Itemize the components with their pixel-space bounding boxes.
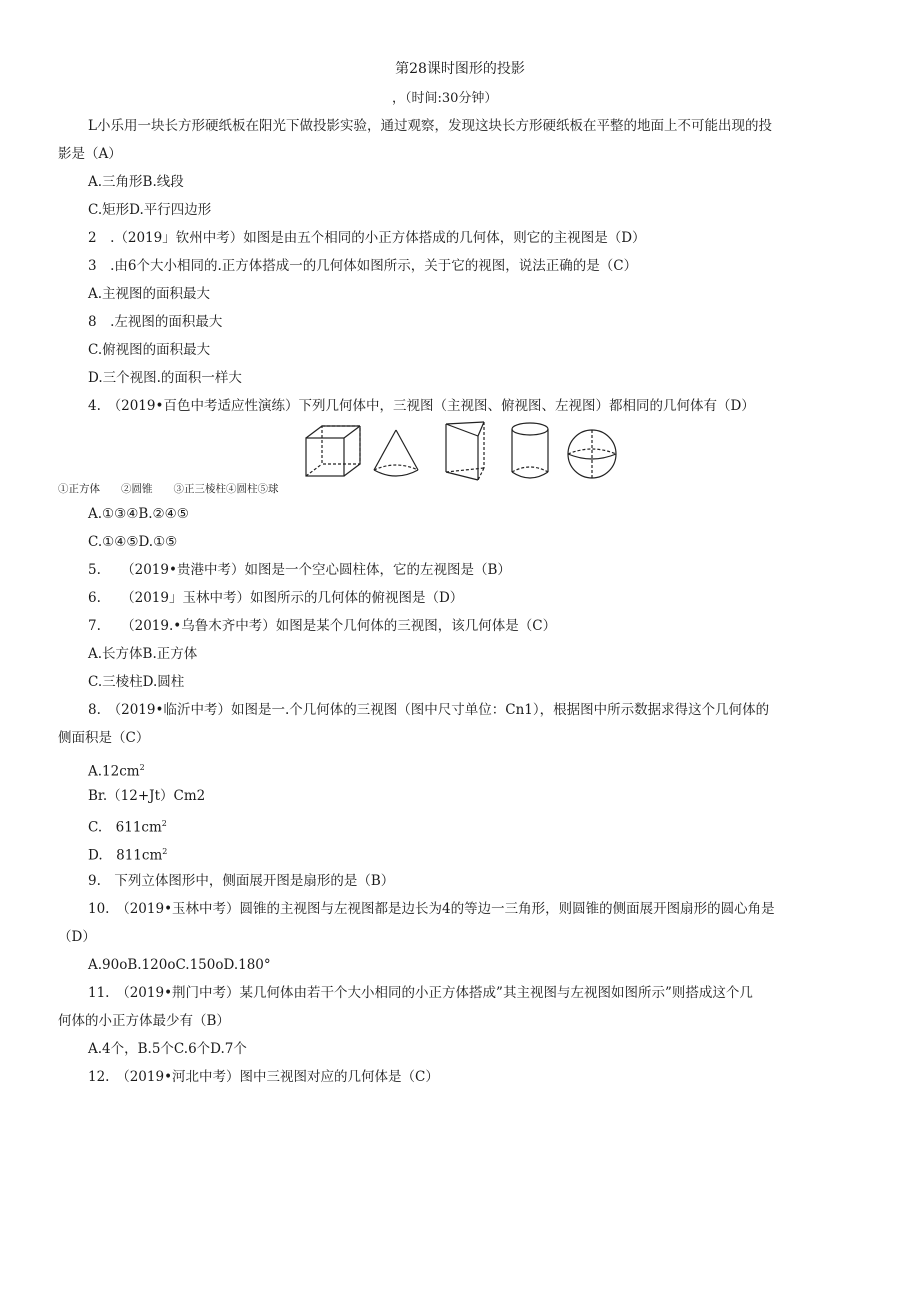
text-line: 影是（A）: [58, 146, 122, 162]
text-line: A.90oB.120oC.150oD.180°: [88, 957, 271, 973]
cube-icon: [306, 426, 360, 476]
text-line: C.①④⑤D.①⑤: [88, 534, 178, 550]
text-line: A.长方体B.正方体: [88, 646, 198, 662]
page-subtitle: ，（时间:30分钟）: [392, 91, 498, 106]
text-line: C.三棱柱D.圆柱: [88, 674, 185, 690]
text-line: D.三个视图.的面积一样大: [88, 370, 242, 386]
cylinder-icon: [512, 423, 548, 478]
option-a-text: A.12cm: [88, 763, 140, 780]
shapes-caption: ①正方体 ②圆锥 ③正三棱柱④圆柱⑤球: [58, 483, 279, 495]
cone-icon: [374, 430, 418, 476]
triangular-prism-icon: [446, 422, 484, 480]
option-d-text: D. 811cm: [88, 847, 163, 864]
option-d: [88, 843, 167, 865]
text-line: 何体的小正方体最少有（B）: [58, 1013, 230, 1029]
text-line: C.矩形D.平行四边形: [88, 202, 212, 218]
text-line: 9. 下列立体图形中，侧面展开图是扇形的是（B）: [88, 873, 395, 889]
text-line: 侧面积是（C）: [58, 730, 150, 746]
text-line: 10. （2019•玉林中考）圆锥的主视图与左视图都是边长为4的等边一三角形，则圆锥的侧面展开图扇形的圆心角是: [88, 901, 775, 917]
text-line: （D）: [58, 929, 96, 945]
text-line: A.①③④B.②④⑤: [88, 506, 189, 522]
option-c: [88, 815, 167, 837]
text-line: 7. （2019.•乌鲁木齐中考）如图是某个几何体的三视图，该几何体是（C）: [88, 618, 557, 634]
option-c-sup: 2: [161, 819, 167, 828]
option-a: [88, 759, 145, 781]
text-line: 12. （2019•河北中考）图中三视图对应的几何体是（C）: [88, 1069, 439, 1085]
text-line: 8. （2019•临沂中考）如图是一.个几何体的三视图（图中尺寸单位：Cn1），根据图中所示数据求得这个几何体的: [88, 702, 770, 718]
text-line: 5. （2019•贵港中考）如图是一个空心圆柱体，它的左视图是（B）: [88, 562, 511, 578]
text-line: L小乐用一块长方形硬纸板在阳光下做投影实验，通过观察，发现这块长方形硬纸板在平整的地面上不可能出现的投: [88, 118, 772, 134]
option-c-text: C. 611cm: [88, 819, 162, 836]
text-line: 4. （2019•百色中考适应性演练）下列几何体中，三视图（主视图、俯视图、左视图）都相同的几何体有（D）: [88, 398, 755, 414]
text-line: 3 .由6个大小相同的.正方体搭成一的几何体如图所示，关于它的视图，说法正确的是（C）: [88, 258, 638, 274]
option-d-sup: 2: [162, 847, 168, 856]
text-line: 2 .（2019」钦州中考）如图是由五个相同的小正方体搭成的几何体，则它的主视图是（D）: [88, 230, 646, 246]
text-line: 8 .左视图的面积最大: [88, 314, 223, 330]
sphere-icon: [568, 430, 616, 478]
text-line: 6. （2019」玉林中考）如图所示的几何体的俯视图是（D）: [88, 590, 464, 606]
page-title: 第28课时图形的投影: [395, 61, 525, 77]
option-a-sup: 2: [139, 763, 145, 772]
text-line: C.俯视图的面积最大: [88, 342, 211, 358]
text-line: A.主视图的面积最大: [88, 286, 211, 302]
text-line: A.三角形B.线段: [88, 174, 184, 190]
solids-figure: [300, 420, 640, 482]
text-line: Br.（12+Jt）Cm2: [88, 788, 206, 804]
text-line: 11. （2019•荆门中考）某几何体由若干个大小相同的小正方体搭成”其主视图与左视图如图所示”则搭成这个几: [88, 985, 753, 1001]
text-line: A.4个，B.5个C.6个D.7个: [88, 1041, 247, 1057]
